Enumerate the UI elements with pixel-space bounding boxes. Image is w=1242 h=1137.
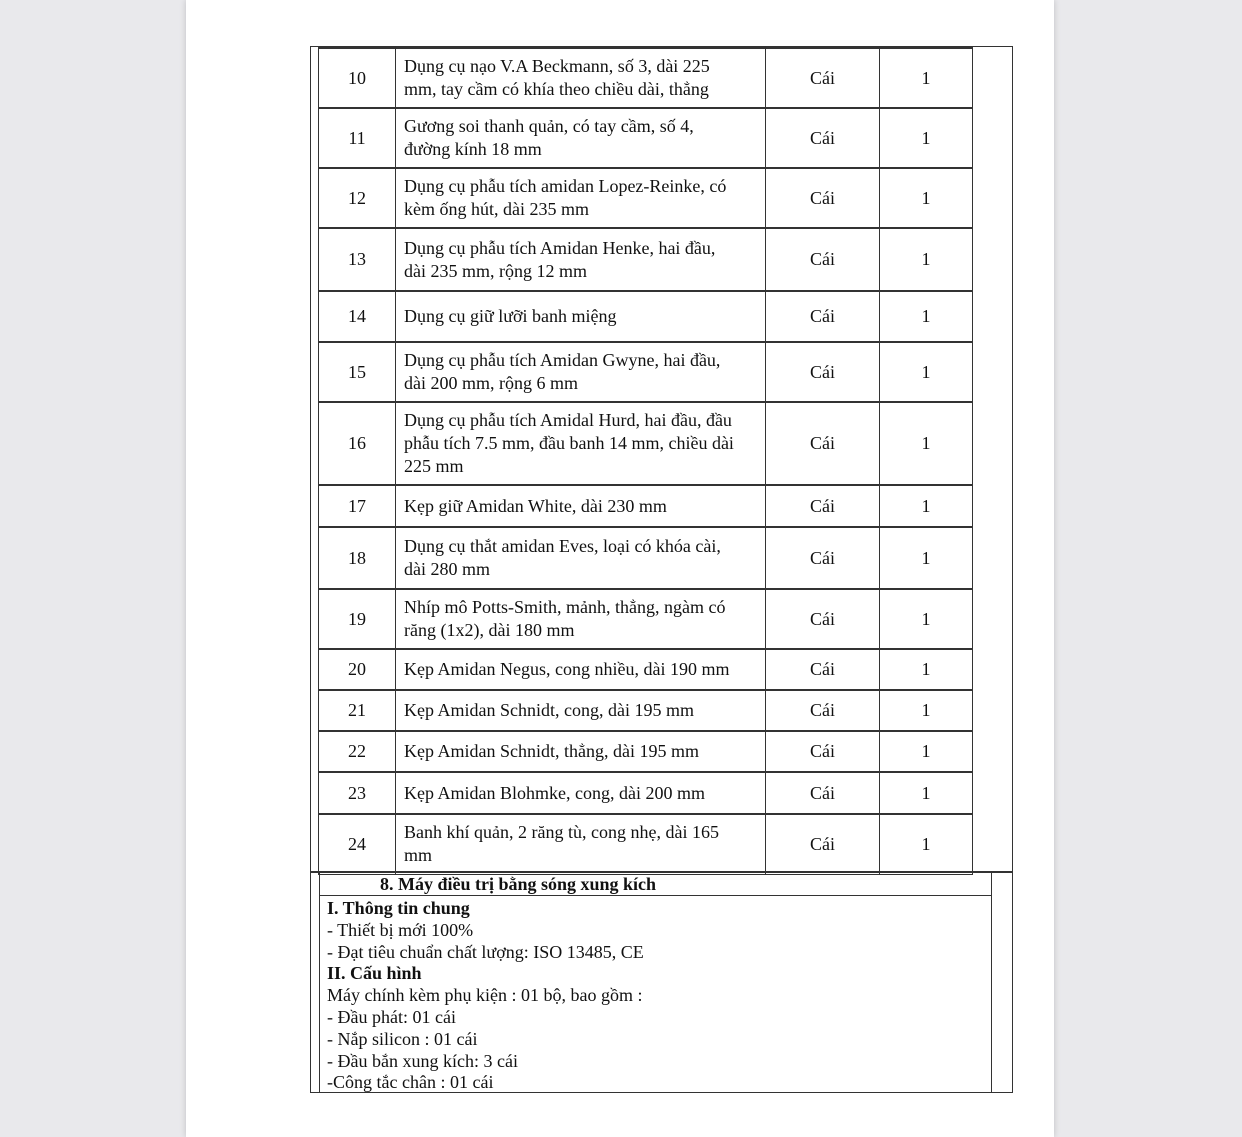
item-unit: Cái — [766, 772, 880, 814]
item-name — [396, 731, 766, 772]
item-name — [396, 168, 766, 228]
item-name-line: Kẹp Amidan Schnidt, cong, dài 195 mm — [404, 700, 694, 720]
item-quantity: 1 — [880, 228, 973, 291]
table-row — [319, 814, 973, 874]
item-unit: Cái — [766, 48, 880, 108]
item-name-line: mm, tay cầm có khía theo chiều dài, thẳng — [404, 79, 709, 99]
item-name — [396, 527, 766, 589]
table-row — [319, 342, 973, 402]
item-name — [396, 291, 766, 342]
item-name-line: kèm ống hút, dài 235 mm — [404, 199, 589, 219]
item-name-line: Nhíp mô Potts-Smith, mảnh, thẳng, ngàm có — [404, 597, 726, 617]
section-line: - Đạt tiêu chuẩn chất lượng: ISO 13485, CE — [327, 941, 644, 962]
table-row — [319, 48, 973, 108]
item-name-line: mm — [404, 845, 433, 866]
item-unit: Cái — [766, 731, 880, 772]
item-quantity: 1 — [880, 485, 973, 527]
row-number: 18 — [319, 527, 396, 589]
item-name-line: Gương soi thanh quản, có tay cầm, số 4, — [404, 116, 694, 136]
table-row — [319, 291, 973, 342]
item-unit: Cái — [766, 690, 880, 731]
item-name — [396, 589, 766, 649]
item-unit: Cái — [766, 527, 880, 589]
item-name-line: Dụng cụ phẫu tích Amidan Gwyne, hai đầu, — [404, 350, 721, 370]
item-unit: Cái — [766, 814, 880, 874]
item-name-line: răng (1x2), dài 180 mm — [404, 620, 575, 640]
table-row — [319, 527, 973, 589]
section-subheading: II. Cấu hình — [327, 963, 422, 984]
row-number: 14 — [319, 291, 396, 342]
item-quantity: 1 — [880, 48, 973, 108]
item-name-line: Dụng cụ thắt amidan Eves, loại có khóa cài, — [404, 536, 721, 556]
table-row — [319, 402, 973, 485]
row-number: 16 — [319, 402, 396, 485]
row-number: 19 — [319, 589, 396, 649]
item-unit: Cái — [766, 402, 880, 485]
row-number: 20 — [319, 649, 396, 690]
item-name-line: dài 280 mm — [404, 559, 490, 579]
item-name-line: Dụng cụ phẫu tích Amidal Hurd, hai đầu, đầu — [404, 410, 732, 430]
section-line: -Công tắc chân : 01 cái — [327, 1072, 494, 1093]
table-row — [319, 731, 973, 772]
item-quantity: 1 — [880, 772, 973, 814]
item-name-line: Dụng cụ phẫu tích Amidan Henke, hai đầu, — [404, 237, 716, 258]
table-row — [319, 690, 973, 731]
section-line: - Đầu phát: 01 cái — [327, 1006, 456, 1027]
equipment-table — [318, 47, 973, 875]
table-row — [319, 168, 973, 228]
item-name-line: dài 200 mm, rộng 6 mm — [404, 373, 578, 393]
row-number: 23 — [319, 772, 396, 814]
row-number: 12 — [319, 168, 396, 228]
item-name-line: Kẹp Amidan Schnidt, thẳng, dài 195 mm — [404, 741, 699, 761]
item-name — [396, 228, 766, 291]
item-name-line: 225 mm — [404, 456, 464, 476]
item-unit: Cái — [766, 649, 880, 690]
item-unit: Cái — [766, 228, 880, 291]
item-quantity: 1 — [880, 814, 973, 874]
item-quantity: 1 — [880, 690, 973, 731]
item-name-line: Dụng cụ phẫu tích amidan Lopez-Reinke, có — [404, 176, 727, 196]
row-number: 10 — [319, 48, 396, 108]
row-number: 24 — [319, 814, 396, 874]
item-name — [396, 814, 766, 874]
item-name — [396, 342, 766, 402]
section-line: Máy chính kèm phụ kiện : 01 bộ, bao gồm : — [327, 985, 643, 1006]
row-number: 17 — [319, 485, 396, 527]
item-quantity: 1 — [880, 108, 973, 168]
item-unit: Cái — [766, 589, 880, 649]
item-name-line: Dụng cụ nạo V.A Beckmann, số 3, dài 225 — [404, 56, 710, 76]
item-name-line: đường kính 18 mm — [404, 139, 542, 159]
item-quantity: 1 — [880, 649, 973, 690]
item-quantity: 1 — [880, 402, 973, 485]
row-number: 22 — [319, 731, 396, 772]
item-quantity: 1 — [880, 589, 973, 649]
section-line: - Đầu bắn xung kích: 3 cái — [327, 1050, 518, 1071]
item-quantity: 1 — [880, 168, 973, 228]
item-quantity: 1 — [880, 342, 973, 402]
item-name — [396, 48, 766, 108]
section-inner — [319, 873, 992, 1092]
item-unit: Cái — [766, 291, 880, 342]
table-row — [319, 485, 973, 527]
item-name-line: Kẹp Amidan Negus, cong nhiều, dài 190 mm — [404, 659, 730, 679]
section-line: - Nắp silicon : 01 cái — [327, 1028, 478, 1049]
section-heading: 8. Máy điều trị bằng sóng xung kích — [320, 873, 991, 896]
item-name-line: dài 235 mm, rộng 12 mm — [404, 260, 587, 281]
table-row — [319, 108, 973, 168]
row-number: 21 — [319, 690, 396, 731]
row-number: 15 — [319, 342, 396, 402]
section-shockwave-machine — [310, 872, 1013, 1093]
row-number: 11 — [319, 108, 396, 168]
item-name-line: Kẹp giữ Amidan White, dài 230 mm — [404, 495, 667, 516]
table-row — [319, 772, 973, 814]
item-name-line: Dụng cụ giữ lưỡi banh miệng — [404, 306, 617, 326]
item-unit: Cái — [766, 108, 880, 168]
table-row — [319, 649, 973, 690]
item-name — [396, 690, 766, 731]
item-name — [396, 108, 766, 168]
table-row — [319, 228, 973, 291]
item-unit: Cái — [766, 342, 880, 402]
item-unit: Cái — [766, 485, 880, 527]
item-quantity: 1 — [880, 291, 973, 342]
row-number: 13 — [319, 228, 396, 291]
item-name-line: Kẹp Amidan Blohmke, cong, dài 200 mm — [404, 782, 705, 803]
item-quantity: 1 — [880, 731, 973, 772]
section-line: - Thiết bị mới 100% — [327, 919, 474, 940]
item-name — [396, 402, 766, 485]
equipment-table-body — [319, 48, 973, 874]
item-name-line: Banh khí quản, 2 răng tù, cong nhẹ, dài 165 — [404, 822, 719, 843]
item-name — [396, 485, 766, 527]
document-page — [186, 0, 1054, 1137]
item-quantity: 1 — [880, 527, 973, 589]
table-row — [319, 589, 973, 649]
section-body — [320, 896, 991, 1094]
item-name-line: phẫu tích 7.5 mm, đầu banh 14 mm, chiều dài — [404, 433, 734, 453]
section-subheading: I. Thông tin chung — [327, 898, 470, 918]
item-unit: Cái — [766, 168, 880, 228]
item-name — [396, 772, 766, 814]
item-name — [396, 649, 766, 690]
